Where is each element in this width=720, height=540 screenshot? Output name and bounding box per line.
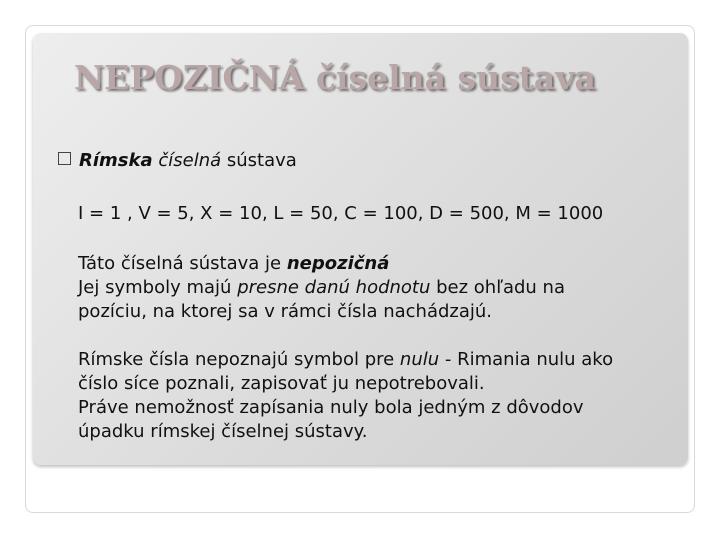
emphasis-nulu: nulu: [399, 349, 440, 370]
paragraph-line: [78, 252, 565, 276]
bullet-word-sustava: sústava: [221, 150, 297, 171]
paragraph-zero: [78, 348, 613, 444]
emphasis-nepozicna: nepozičná: [286, 253, 390, 274]
paragraph-line: [78, 276, 565, 300]
paragraph-line: úpadku rímskej číselnej sústavy.: [78, 421, 368, 442]
paragraph-positional: [78, 252, 565, 324]
paragraph-line: číslo síce poznali, zapisovať ju nepotrebovali.: [78, 373, 485, 394]
slide-title: NEPOZIČNÁ číselná sústava: [74, 58, 596, 97]
text-span: bez ohľadu na: [430, 277, 565, 298]
bullet-item: [58, 150, 297, 171]
paragraph-line: pozíciu, na ktorej sa v rámci čísla nachádzajú.: [78, 301, 493, 322]
text-span: Rímske čísla nepoznajú symbol pre: [78, 349, 400, 370]
text-span: - Rimania nulu ako: [439, 349, 614, 370]
text-span: Jej symboly majú: [78, 277, 238, 298]
square-bullet-icon: [58, 152, 71, 165]
emphasis-presne-danu-hodnotu: presne danú hodnotu: [237, 277, 431, 298]
numerals-line: I = 1 , V = 5, X = 10, L = 50, C = 100, D = 500, M = 1000: [78, 203, 604, 224]
paragraph-line: [78, 348, 613, 372]
bullet-word-ciselna: číselná: [158, 150, 222, 171]
bullet-word-rimska: Rímska: [79, 150, 153, 171]
text-span: Táto číselná sústava je: [78, 253, 287, 274]
paragraph-line: Práve nemožnosť zapísania nuly bola jedným z dôvodov: [78, 397, 584, 418]
